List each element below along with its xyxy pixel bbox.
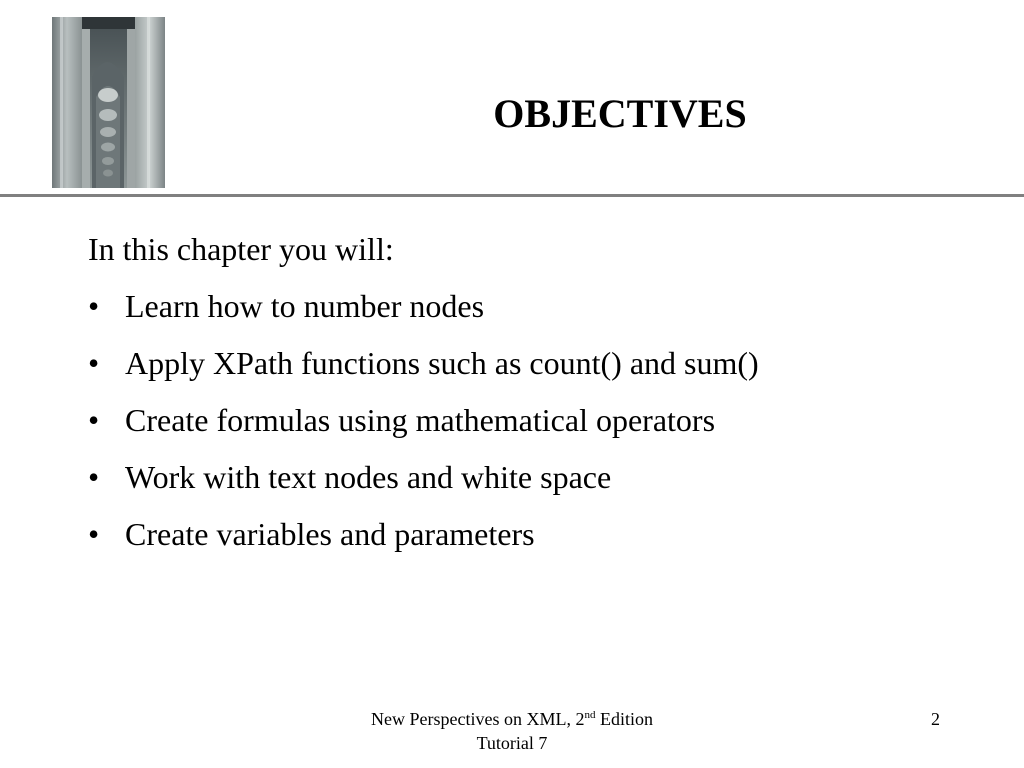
list-item-text: Apply XPath functions such as count() and sum(): [125, 345, 759, 381]
slide-title: OBJECTIVES: [493, 91, 747, 136]
list-item: [88, 287, 988, 325]
intro-text: In this chapter you will:: [88, 231, 394, 267]
list-item-text: Learn how to number nodes: [125, 288, 485, 324]
bullet-icon: •: [88, 516, 100, 552]
list-item-text: Work with text nodes and white space: [125, 459, 612, 495]
title-divider: [0, 194, 1024, 197]
bullet-icon: •: [88, 402, 100, 438]
footer-book-title: [312, 707, 712, 731]
slide-content: [88, 230, 988, 572]
page-number: 2: [931, 709, 940, 729]
footer-book-suffix: Edition: [595, 709, 653, 729]
list-item-text: Create formulas using mathematical operators: [125, 402, 716, 438]
footer-book-info: [312, 707, 712, 755]
footer-tutorial: Tutorial 7: [476, 733, 548, 753]
footer-book-prefix: New Perspectives on XML, 2: [371, 709, 585, 729]
bullet-icon: •: [88, 288, 100, 324]
bullet-icon: •: [88, 345, 100, 381]
list-item: [88, 344, 988, 382]
footer-book-superscript: nd: [584, 709, 596, 721]
list-item: [88, 458, 988, 496]
objectives-list: [88, 287, 988, 553]
list-item: [88, 401, 988, 439]
list-item: [88, 515, 988, 553]
bridge-arches-photo: [52, 17, 165, 188]
bullet-icon: •: [88, 459, 100, 495]
list-item-text: Create variables and parameters: [125, 516, 535, 552]
